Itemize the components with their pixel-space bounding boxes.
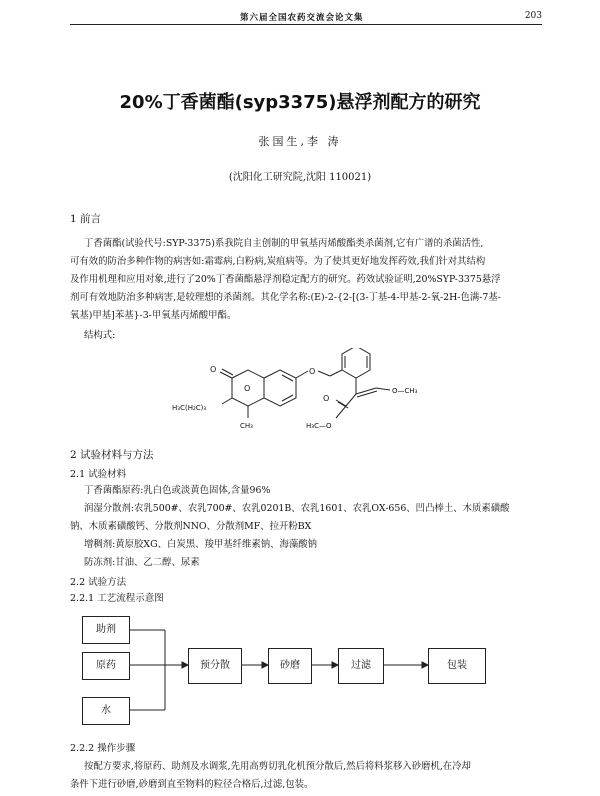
flow-box-premix: 预分散 <box>188 648 242 684</box>
procedure-line: 按配方要求,将原药、助剂及水调浆,先用高剪切乳化机预分散后,然后将料浆移入砂磨机,在冷却 <box>84 761 471 772</box>
section-2-heading: 2 试验材料与方法 <box>70 449 154 461</box>
material-item: 丁香菌酯原药:乳白色或淡黄色固体,含量96% <box>84 485 271 496</box>
affiliation: (沈阳化工研究院,沈阳 110021) <box>228 172 372 183</box>
butyl-chain-label: H₃C(H₂C)₃ <box>172 404 207 412</box>
intro-line: 及作用机理和应用对象,进行了20%丁香菌酯悬浮剂稳定配方的研究。药效试验证明,20%SYP-3375悬浮 <box>70 274 501 285</box>
ester-carbonyl-oxygen: O <box>323 394 330 403</box>
flow-box-package: 包装 <box>428 648 486 684</box>
journal-title: 第六届全国农药交流会论文集 <box>240 13 364 23</box>
flow-box-raw-material: 原药 <box>82 652 130 680</box>
paper-title: 20%丁香菌酯(syp3375)悬浮剂配方的研究 <box>119 92 481 113</box>
procedure-line: 条件下进行砂磨,砂磨到直至物料的粒径合格后,过滤,包装。 <box>70 779 314 790</box>
coumarin-benzene-ring <box>264 370 296 406</box>
intro-line: 剂可有效地防治多种病害,是较理想的杀菌剂。其化学名称:(E)-2-{2-[(3-丁基-4-甲基-2-氧-2H-色满-7基- <box>70 292 501 303</box>
flow-box-filter: 过滤 <box>338 648 384 684</box>
section-2-2-2-heading: 2.2.2 操作步骤 <box>70 743 136 754</box>
intro-line: 氧基)甲基]苯基}-3-甲氧基丙烯酸甲酯。 <box>70 310 237 321</box>
ester-methoxy-label: H₃C—O <box>306 422 332 430</box>
page-number: 203 <box>524 11 542 21</box>
phenyl-ring <box>342 348 370 378</box>
chemical-structure <box>170 348 440 444</box>
material-item: 防冻剂:甘油、乙二醇、尿素 <box>84 557 200 568</box>
intro-line: 丁香菌酯(试验代号:SYP-3375)系我院自主创制的甲氧基丙烯酸酯类杀菌剂,它有广谱的杀菌活性, <box>84 238 484 249</box>
section-2-2-heading: 2.2 试验方法 <box>70 577 127 588</box>
material-item: 增稠剂:黄原胶XG、白炭黑、羧甲基纤维素钠、海藻酸钠 <box>84 539 317 550</box>
methyl-label: CH₃ <box>240 422 253 430</box>
flow-box-water: 水 <box>82 697 130 725</box>
structure-label: 结构式: <box>84 330 116 341</box>
material-item: 钠、木质素磺酸钙、分散剂NNO、分散剂MF、拉开粉BX <box>70 521 312 532</box>
section-2-1-heading: 2.1 试验材料 <box>70 469 127 480</box>
flow-box-auxiliary: 助剂 <box>82 616 130 644</box>
process-flow-diagram <box>70 610 510 740</box>
methoxy-label: O—CH₃ <box>392 387 418 395</box>
carbonyl-oxygen: O <box>210 365 217 374</box>
material-item: 润湿分散剂:农乳500#、农乳700#、农乳0201B、农乳1601、农乳OX-656、凹凸棒土、木质素磺酸 <box>84 503 510 514</box>
ether-oxygen: O <box>309 367 316 376</box>
section-1-heading: 1 前言 <box>70 213 102 225</box>
running-header <box>70 10 542 25</box>
intro-line: 可有效的防治多种作物的病害如:霜霉病,白粉病,炭疽病等。为了使其更好地发挥药效,我们针对其结构 <box>70 256 486 267</box>
section-2-2-1-heading: 2.2.1 工艺流程示意图 <box>70 593 164 604</box>
flow-box-mill: 砂磨 <box>268 648 312 684</box>
ring-oxygen: O <box>244 384 251 393</box>
authors: 张国生,李 涛 <box>258 135 342 148</box>
